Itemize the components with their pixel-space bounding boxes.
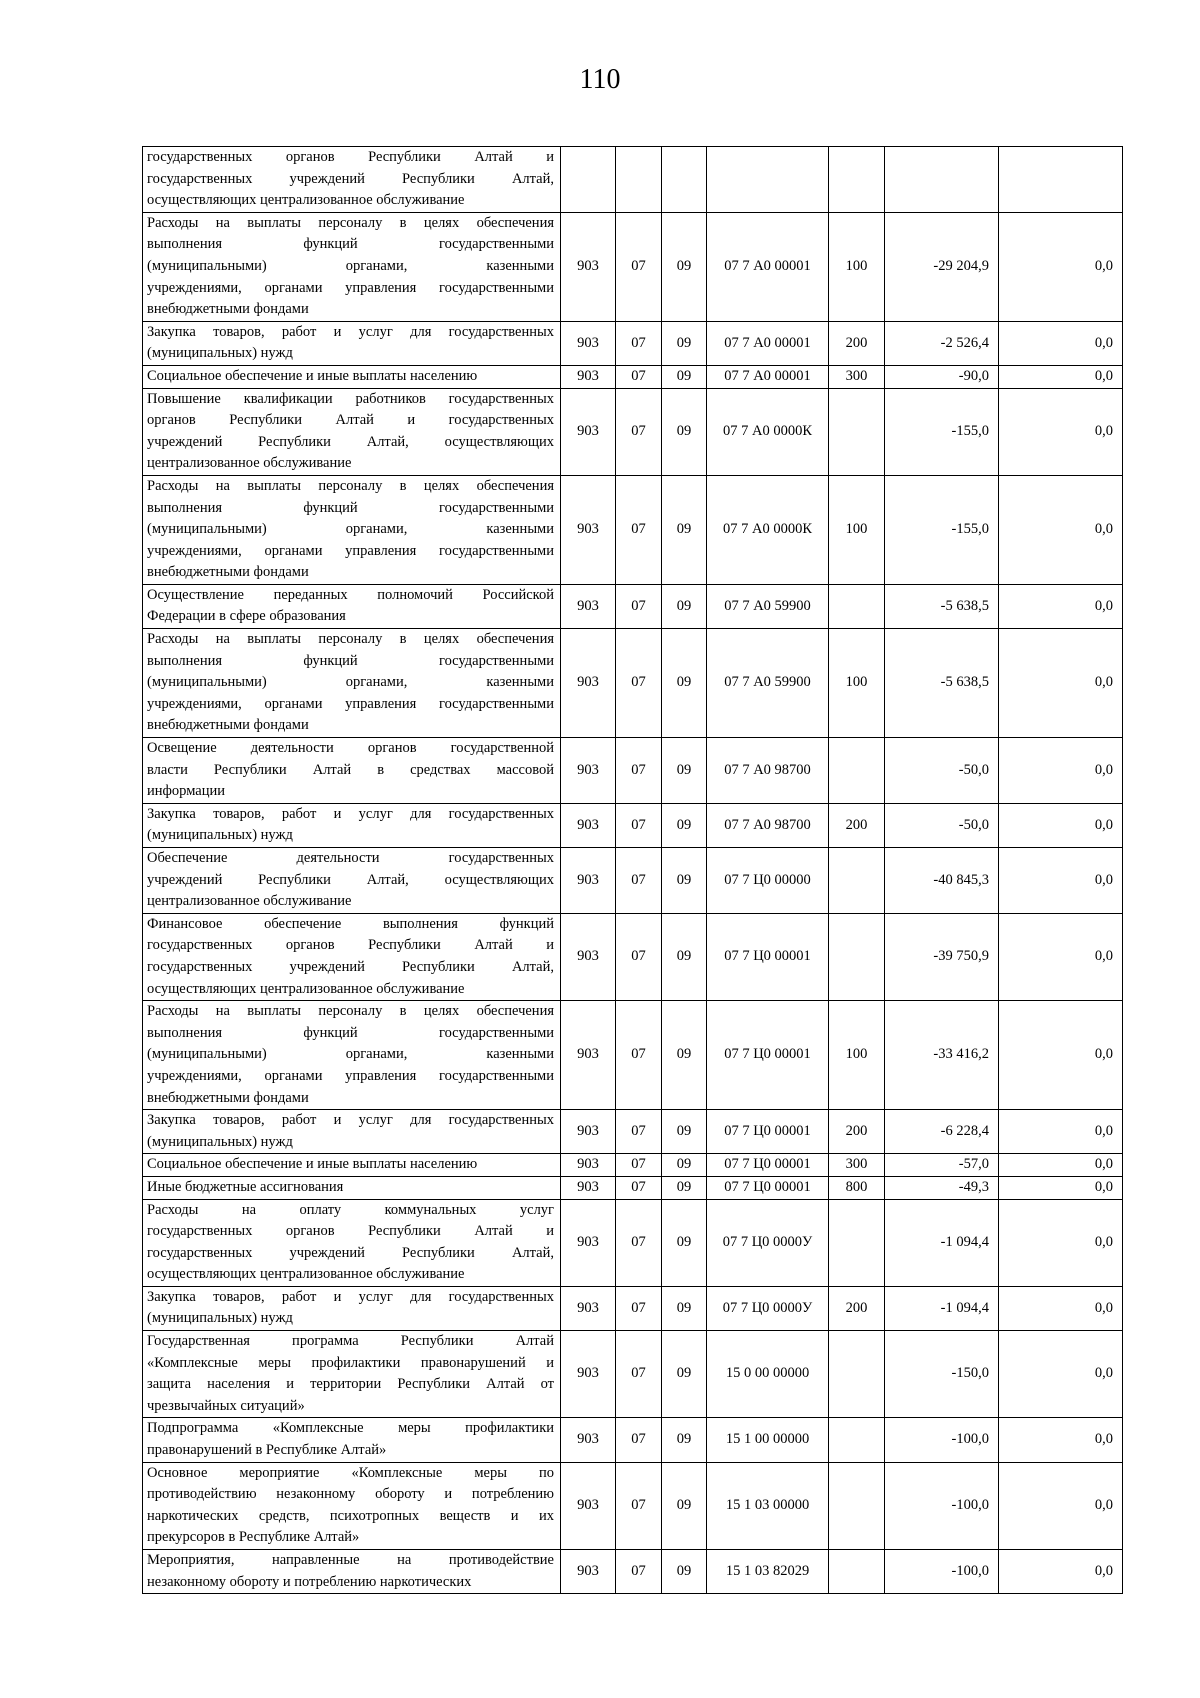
expense-name-line: противодействию незаконному обороту и потреблению	[147, 1486, 554, 1503]
expense-name-cell	[143, 803, 561, 847]
amount-2-cell: 0,0	[999, 738, 1123, 804]
subsection-cell: 09	[662, 913, 707, 1000]
expense-name-line: Освещение деятельности органов государственной	[147, 740, 554, 757]
amount-cell: -5 638,5	[885, 584, 999, 628]
expense-name-cell	[143, 913, 561, 1000]
expense-type-cell: 100	[829, 212, 885, 321]
expense-type-cell	[829, 738, 885, 804]
expense-type-cell	[829, 848, 885, 914]
table-row	[143, 848, 1123, 914]
section-cell: 07	[616, 1154, 662, 1177]
expense-type-cell	[829, 1550, 885, 1594]
expense-name-line: (муниципальных) нужд	[147, 345, 293, 362]
expense-name-cell	[143, 584, 561, 628]
subsection-cell: 09	[662, 584, 707, 628]
expense-name-line: (муниципальных) нужд	[147, 827, 293, 844]
target-article-cell: 07 7 Ц0 00001	[707, 1110, 829, 1154]
amount-2-cell: 0,0	[999, 1286, 1123, 1330]
table-row	[143, 1110, 1123, 1154]
table-row	[143, 1550, 1123, 1594]
section-cell: 07	[616, 1462, 662, 1549]
expense-name-cell	[143, 475, 561, 584]
expense-name-line: Федерации в сфере образования	[147, 608, 346, 625]
expense-name-line: осуществляющих централизованное обслуживание	[147, 980, 465, 997]
expense-type-cell: 300	[829, 1154, 885, 1177]
expense-name-line: (муниципальными) органами, казенными	[147, 257, 554, 274]
ministry-code-cell: 903	[561, 803, 616, 847]
amount-2-cell: 0,0	[999, 803, 1123, 847]
table-row	[143, 1001, 1123, 1110]
target-article-cell: 07 7 Ц0 00001	[707, 1001, 829, 1110]
subsection-cell: 09	[662, 1418, 707, 1462]
amount-2-cell: 0,0	[999, 1001, 1123, 1110]
section-cell: 07	[616, 848, 662, 914]
amount-2-cell: 0,0	[999, 1199, 1123, 1286]
expense-type-cell	[829, 388, 885, 475]
expense-type-cell	[829, 147, 885, 213]
expense-name-line: Расходы на выплаты персоналу в целях обеспечения	[147, 1003, 554, 1020]
subsection-cell: 09	[662, 1176, 707, 1199]
expense-name-cell	[143, 1418, 561, 1462]
section-cell: 07	[616, 365, 662, 388]
ministry-code-cell: 903	[561, 629, 616, 738]
table-row	[143, 738, 1123, 804]
page-number: 110	[579, 64, 621, 95]
expense-name-line: Подпрограмма «Комплексные меры профилактики	[147, 1420, 554, 1437]
expense-type-cell: 100	[829, 629, 885, 738]
target-article-cell: 07 7 А0 98700	[707, 738, 829, 804]
table-row	[143, 1286, 1123, 1330]
subsection-cell: 09	[662, 803, 707, 847]
amount-cell: -6 228,4	[885, 1110, 999, 1154]
ministry-code-cell: 903	[561, 475, 616, 584]
expense-name-cell	[143, 1176, 561, 1199]
expense-name-line: Закупка товаров, работ и услуг для государственных	[147, 323, 554, 340]
expense-name-cell	[143, 365, 561, 388]
ministry-code-cell: 903	[561, 1176, 616, 1199]
expense-type-cell	[829, 1418, 885, 1462]
amount-2-cell: 0,0	[999, 584, 1123, 628]
table-row	[143, 1331, 1123, 1418]
amount-cell: -1 094,4	[885, 1286, 999, 1330]
ministry-code-cell: 903	[561, 738, 616, 804]
expense-type-cell: 200	[829, 803, 885, 847]
expense-name-cell	[143, 212, 561, 321]
section-cell: 07	[616, 1550, 662, 1594]
amount-cell: -150,0	[885, 1331, 999, 1418]
table-row	[143, 1199, 1123, 1286]
expense-name-cell	[143, 1199, 561, 1286]
expense-name-line: Финансовое обеспечение выполнения функций	[147, 915, 554, 932]
expense-name-line: Расходы на выплаты персоналу в целях обеспечения	[147, 631, 554, 648]
target-article-cell: 07 7 А0 00001	[707, 212, 829, 321]
expense-name-cell	[143, 388, 561, 475]
expense-name-line: информации	[147, 783, 225, 800]
subsection-cell: 09	[662, 1110, 707, 1154]
expense-name-line: государственных органов Республики Алтай и	[147, 149, 554, 165]
subsection-cell: 09	[662, 1462, 707, 1549]
expense-name-cell	[143, 1110, 561, 1154]
table-row	[143, 629, 1123, 738]
amount-cell: -57,0	[885, 1154, 999, 1177]
target-article-cell: 07 7 А0 59900	[707, 629, 829, 738]
amount-cell	[885, 147, 999, 213]
ministry-code-cell: 903	[561, 913, 616, 1000]
subsection-cell: 09	[662, 1001, 707, 1110]
section-cell: 07	[616, 475, 662, 584]
amount-cell: -100,0	[885, 1550, 999, 1594]
table-row	[143, 1462, 1123, 1549]
target-article-cell: 07 7 А0 0000К	[707, 388, 829, 475]
section-cell: 07	[616, 1199, 662, 1286]
expense-name-line: Повышение квалификации работников государственных	[147, 390, 554, 407]
section-cell: 07	[616, 1331, 662, 1418]
expense-name-line: (муниципальных) нужд	[147, 1310, 293, 1327]
expense-name-line: прекурсоров в Республике Алтай»	[147, 1529, 360, 1546]
expense-type-cell: 200	[829, 1286, 885, 1330]
expense-name-line: выполнения функций государственными	[147, 236, 554, 253]
expense-name-line: Осуществление переданных полномочий Российской	[147, 586, 554, 603]
expense-name-line: государственных органов Республики Алтай и	[147, 937, 554, 954]
expense-name-line: выполнения функций государственными	[147, 1024, 554, 1041]
amount-2-cell	[999, 147, 1123, 213]
ministry-code-cell	[561, 147, 616, 213]
ministry-code-cell: 903	[561, 848, 616, 914]
section-cell: 07	[616, 629, 662, 738]
expense-name-cell	[143, 1331, 561, 1418]
section-cell: 07	[616, 212, 662, 321]
amount-2-cell: 0,0	[999, 1550, 1123, 1594]
amount-2-cell: 0,0	[999, 1110, 1123, 1154]
expense-name-line: Закупка товаров, работ и услуг для государственных	[147, 1288, 554, 1305]
table-row	[143, 1154, 1123, 1177]
expense-name-cell	[143, 1462, 561, 1549]
target-article-cell: 07 7 Ц0 00001	[707, 1154, 829, 1177]
subsection-cell: 09	[662, 475, 707, 584]
target-article-cell: 07 7 А0 98700	[707, 803, 829, 847]
expense-name-line: учреждениями, органами управления государственными	[147, 1067, 554, 1084]
table-row	[143, 147, 1123, 213]
ministry-code-cell: 903	[561, 365, 616, 388]
expense-name-line: Закупка товаров, работ и услуг для государственных	[147, 805, 554, 822]
expense-name-cell	[143, 738, 561, 804]
target-article-cell: 15 0 00 00000	[707, 1331, 829, 1418]
expense-name-line: учреждениями, органами управления государственными	[147, 695, 554, 712]
subsection-cell: 09	[662, 629, 707, 738]
expense-type-cell: 200	[829, 321, 885, 365]
amount-cell: -100,0	[885, 1418, 999, 1462]
table-row	[143, 365, 1123, 388]
section-cell: 07	[616, 1110, 662, 1154]
expense-name-line: органов Республики Алтай и государственных	[147, 412, 554, 429]
amount-cell: -1 094,4	[885, 1199, 999, 1286]
amount-cell: -49,3	[885, 1176, 999, 1199]
expense-name-cell	[143, 629, 561, 738]
amount-cell: -90,0	[885, 365, 999, 388]
target-article-cell: 15 1 03 82029	[707, 1550, 829, 1594]
expense-name-line: Иные бюджетные ассигнования	[147, 1178, 344, 1195]
amount-2-cell: 0,0	[999, 1154, 1123, 1177]
expense-name-line: правонарушений в Республике Алтай»	[147, 1442, 387, 1459]
expense-name-line: государственных органов Республики Алтай и	[147, 1223, 554, 1240]
budget-table	[142, 146, 1123, 1594]
ministry-code-cell: 903	[561, 388, 616, 475]
ministry-code-cell: 903	[561, 1286, 616, 1330]
expense-name-line: защита населения и территории Республики Алтай от	[147, 1376, 554, 1393]
target-article-cell: 07 7 А0 00001	[707, 321, 829, 365]
expense-type-cell	[829, 1331, 885, 1418]
amount-cell: -155,0	[885, 388, 999, 475]
amount-cell: -100,0	[885, 1462, 999, 1549]
expense-name-line: внебюджетными фондами	[147, 717, 309, 734]
expense-type-cell: 100	[829, 475, 885, 584]
target-article-cell: 07 7 А0 00001	[707, 365, 829, 388]
expense-type-cell: 300	[829, 365, 885, 388]
target-article-cell: 07 7 Ц0 00000	[707, 848, 829, 914]
expense-name-cell	[143, 1550, 561, 1594]
subsection-cell: 09	[662, 365, 707, 388]
section-cell: 07	[616, 803, 662, 847]
expense-name-line: «Комплексные меры профилактики правонарушений и	[147, 1354, 554, 1371]
target-article-cell: 07 7 А0 0000К	[707, 475, 829, 584]
target-article-cell: 15 1 03 00000	[707, 1462, 829, 1549]
amount-2-cell: 0,0	[999, 848, 1123, 914]
amount-cell: -29 204,9	[885, 212, 999, 321]
expense-type-cell: 800	[829, 1176, 885, 1199]
expense-name-line: государственных учреждений Республики Алтай,	[147, 958, 554, 975]
expense-name-line: Основное мероприятие «Комплексные меры по	[147, 1464, 554, 1481]
subsection-cell: 09	[662, 1286, 707, 1330]
table-row	[143, 388, 1123, 475]
ministry-code-cell: 903	[561, 584, 616, 628]
expense-name-line: внебюджетными фондами	[147, 564, 309, 581]
expense-name-line: внебюджетными фондами	[147, 1089, 309, 1106]
subsection-cell: 09	[662, 1199, 707, 1286]
expense-name-line: (муниципальными) органами, казенными	[147, 674, 554, 691]
amount-2-cell: 0,0	[999, 321, 1123, 365]
expense-type-cell	[829, 584, 885, 628]
section-cell: 07	[616, 1286, 662, 1330]
expense-type-cell	[829, 913, 885, 1000]
ministry-code-cell: 903	[561, 1331, 616, 1418]
amount-2-cell: 0,0	[999, 1176, 1123, 1199]
expense-name-cell	[143, 1286, 561, 1330]
expense-name-line: наркотических средств, психотропных веществ и их	[147, 1507, 554, 1524]
amount-cell: -50,0	[885, 803, 999, 847]
expense-name-cell	[143, 1001, 561, 1110]
subsection-cell: 09	[662, 738, 707, 804]
ministry-code-cell: 903	[561, 1199, 616, 1286]
subsection-cell: 09	[662, 1154, 707, 1177]
table-row	[143, 212, 1123, 321]
amount-2-cell: 0,0	[999, 475, 1123, 584]
subsection-cell: 09	[662, 212, 707, 321]
table-row	[143, 584, 1123, 628]
ministry-code-cell: 903	[561, 212, 616, 321]
expense-name-line: Расходы на выплаты персоналу в целях обеспечения	[147, 477, 554, 494]
expense-name-line: осуществляющих централизованное обслуживание	[147, 1266, 465, 1283]
section-cell: 07	[616, 913, 662, 1000]
amount-2-cell: 0,0	[999, 913, 1123, 1000]
expense-name-line: (муниципальными) органами, казенными	[147, 521, 554, 538]
amount-2-cell: 0,0	[999, 365, 1123, 388]
section-cell: 07	[616, 584, 662, 628]
expense-name-line: учреждениями, органами управления государственными	[147, 542, 554, 559]
section-cell: 07	[616, 738, 662, 804]
subsection-cell: 09	[662, 388, 707, 475]
amount-2-cell: 0,0	[999, 1331, 1123, 1418]
expense-name-line: выполнения функций государственными	[147, 652, 554, 669]
expense-name-line: Обеспечение деятельности государственных	[147, 850, 554, 866]
section-cell	[616, 147, 662, 213]
target-article-cell: 07 7 Ц0 00001	[707, 913, 829, 1000]
section-cell: 07	[616, 1001, 662, 1110]
expense-name-line: централизованное обслуживание	[147, 893, 352, 910]
expense-name-cell	[143, 1154, 561, 1177]
expense-type-cell: 100	[829, 1001, 885, 1110]
expense-type-cell	[829, 1462, 885, 1549]
budget-table-body	[143, 147, 1123, 1594]
amount-cell: -2 526,4	[885, 321, 999, 365]
expense-name-line: централизованное обслуживание	[147, 455, 352, 472]
table-row	[143, 321, 1123, 365]
section-cell: 07	[616, 321, 662, 365]
expense-name-line: чрезвычайных ситуаций»	[147, 1397, 305, 1414]
expense-name-line: Социальное обеспечение и иные выплаты населению	[147, 367, 478, 384]
ministry-code-cell: 903	[561, 1110, 616, 1154]
expense-name-line: (муниципальных) нужд	[147, 1133, 293, 1150]
section-cell: 07	[616, 388, 662, 475]
table-row	[143, 1176, 1123, 1199]
amount-cell: -40 845,3	[885, 848, 999, 914]
target-article-cell: 15 1 00 00000	[707, 1418, 829, 1462]
expense-name-line: (муниципальными) органами, казенными	[147, 1046, 554, 1063]
expense-name-line: государственных учреждений Республики Алтай,	[147, 170, 554, 187]
amount-cell: -39 750,9	[885, 913, 999, 1000]
expense-name-line: учреждений Республики Алтай, осуществляющих	[147, 871, 554, 888]
ministry-code-cell: 903	[561, 1462, 616, 1549]
amount-cell: -5 638,5	[885, 629, 999, 738]
section-cell: 07	[616, 1176, 662, 1199]
target-article-cell: 07 7 А0 59900	[707, 584, 829, 628]
expense-name-line: государственных учреждений Республики Алтай,	[147, 1244, 554, 1261]
expense-name-cell	[143, 848, 561, 914]
expense-name-line: учреждениями, органами управления государственными	[147, 279, 554, 296]
ministry-code-cell: 903	[561, 1550, 616, 1594]
expense-name-cell	[143, 147, 561, 213]
expense-name-line: Закупка товаров, работ и услуг для государственных	[147, 1112, 554, 1129]
amount-cell: -155,0	[885, 475, 999, 584]
target-article-cell: 07 7 Ц0 0000У	[707, 1199, 829, 1286]
subsection-cell: 09	[662, 1331, 707, 1418]
subsection-cell	[662, 147, 707, 213]
target-article-cell: 07 7 Ц0 00001	[707, 1176, 829, 1199]
amount-2-cell: 0,0	[999, 1418, 1123, 1462]
expense-name-line: осуществляющих централизованное обслуживание	[147, 192, 465, 209]
amount-2-cell: 0,0	[999, 629, 1123, 738]
expense-name-line: незаконному обороту и потреблению наркотических	[147, 1573, 472, 1590]
table-row	[143, 475, 1123, 584]
amount-2-cell: 0,0	[999, 212, 1123, 321]
target-article-cell	[707, 147, 829, 213]
ministry-code-cell: 903	[561, 1154, 616, 1177]
expense-name-cell	[143, 321, 561, 365]
ministry-code-cell: 903	[561, 1418, 616, 1462]
expense-name-line: Расходы на оплату коммунальных услуг	[147, 1201, 554, 1218]
expense-name-line: Мероприятия, направленные на противодействие	[147, 1552, 554, 1568]
table-row	[143, 1418, 1123, 1462]
expense-name-line: Расходы на выплаты персоналу в целях обеспечения	[147, 214, 554, 231]
expense-name-line: Социальное обеспечение и иные выплаты населению	[147, 1156, 478, 1173]
subsection-cell: 09	[662, 848, 707, 914]
amount-cell: -33 416,2	[885, 1001, 999, 1110]
subsection-cell: 09	[662, 1550, 707, 1594]
table-row	[143, 913, 1123, 1000]
amount-cell: -50,0	[885, 738, 999, 804]
amount-2-cell: 0,0	[999, 388, 1123, 475]
ministry-code-cell: 903	[561, 321, 616, 365]
target-article-cell: 07 7 Ц0 0000У	[707, 1286, 829, 1330]
expense-name-line: учреждений Республики Алтай, осуществляющих	[147, 433, 554, 450]
expense-type-cell: 200	[829, 1110, 885, 1154]
expense-type-cell	[829, 1199, 885, 1286]
ministry-code-cell: 903	[561, 1001, 616, 1110]
expense-name-line: Государственная программа Республики Алтай	[147, 1333, 554, 1350]
table-row	[143, 803, 1123, 847]
expense-name-line: власти Республики Алтай в средствах массовой	[147, 761, 554, 778]
subsection-cell: 09	[662, 321, 707, 365]
amount-2-cell: 0,0	[999, 1462, 1123, 1549]
expense-name-line: выполнения функций государственными	[147, 499, 554, 516]
section-cell: 07	[616, 1418, 662, 1462]
expense-name-line: внебюджетными фондами	[147, 301, 309, 318]
